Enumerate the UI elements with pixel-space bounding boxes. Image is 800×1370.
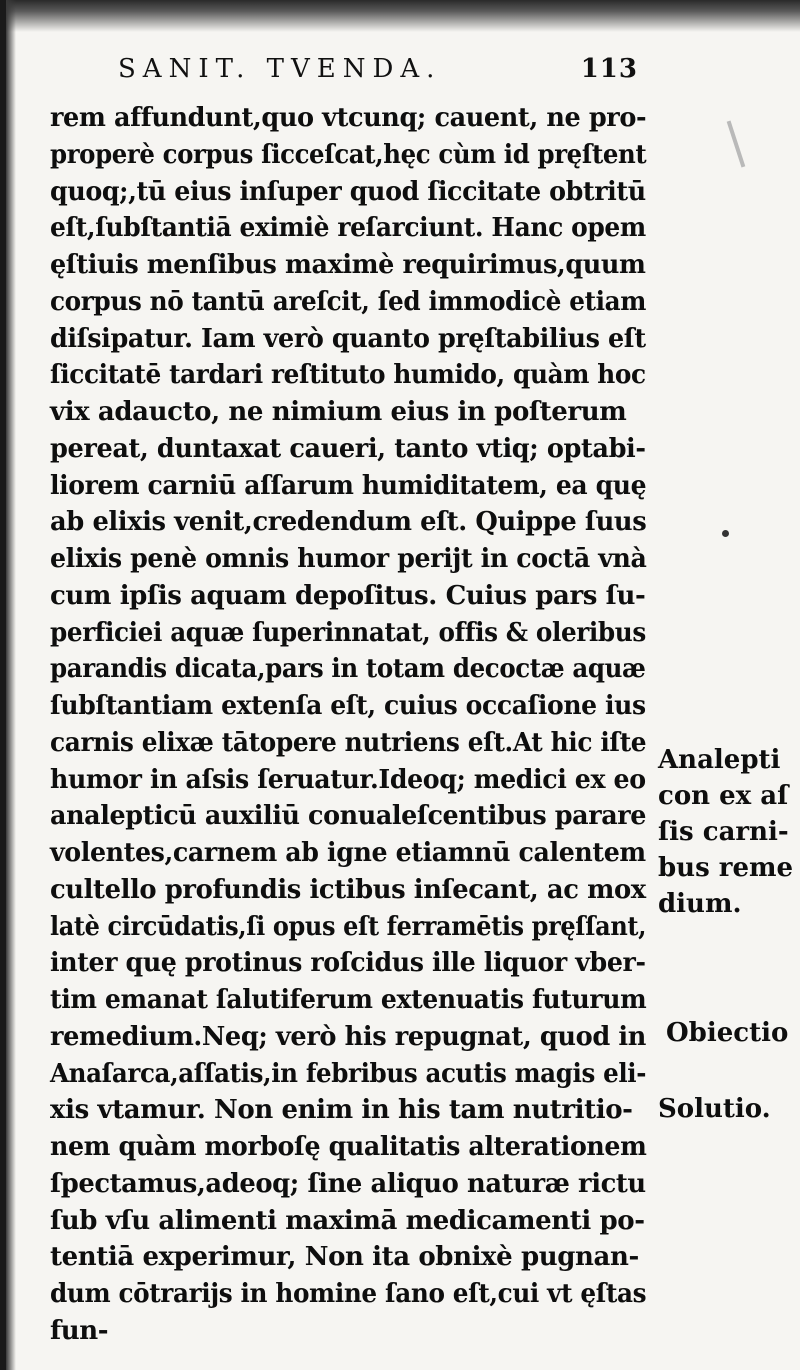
page-gutter-shadow	[6, 0, 16, 1370]
text-line: vix adaucto, ne nimium eius in poſterum	[50, 397, 627, 427]
text-line: tim emanat ſalutiferum extenuatis futurum	[50, 985, 647, 1015]
margin-note-obiectio: Obiectio	[666, 1018, 789, 1048]
text-line: dum cōtrarijs in homine ſano eſt,cui vt ęſtas	[50, 1279, 647, 1309]
text-line: volentes,carnem ab igne etiamnū calentem	[50, 838, 646, 868]
body-text	[50, 100, 650, 1350]
ink-dot	[722, 530, 729, 537]
text-line: rem affundunt,quo vtcunq; cauent, ne pro-	[50, 103, 647, 133]
text-line: parandis dicata,pars in totam decoctæ aquæ	[50, 654, 646, 685]
margin-note-line: bus reme	[658, 853, 794, 883]
text-line: inter quę protinus roſcidus ille liquor vber-	[50, 948, 646, 979]
text-line: ab elixis venit,credendum eſt. Quippe ſuus	[50, 507, 647, 538]
running-title: SANIT. TVENDA.	[118, 54, 442, 84]
text-line: diſsipatur. Iam verò quanto pręſtabilius eſt	[50, 323, 646, 354]
text-line: nem quàm morboſę qualitatis alterationem	[50, 1132, 647, 1162]
text-line: humor in aſsis ſeruatur.Ideoq; medici ex eo	[50, 764, 646, 795]
text-line: ſubſtantiam extenſa eſt, cuius occaſione ius	[50, 691, 646, 721]
text-line: ſpectamus,adeoq; ſine aliquo naturæ rictu	[50, 1168, 646, 1199]
text-line: elixis penè omnis humor perijt in coctā vnà	[50, 544, 647, 574]
text-line: tentiā experimur, Non ita obnixè pugnan-	[50, 1242, 639, 1273]
book-page	[6, 0, 800, 1370]
text-line: perficiei aquæ ſuperinnatat, offis & oleribus	[50, 617, 646, 648]
page-top-shadow	[6, 0, 800, 32]
text-line: pereat, duntaxat caueri, tanto vtiq; optabi-	[50, 433, 646, 464]
text-line: properè corpus ſicceſcat,hęc cùm id pręſtent	[50, 139, 647, 170]
text-line: quoq;,tū eius inſuper quod ſiccitate obtritū	[50, 176, 646, 207]
text-line: ſub vſu alimenti maximā medicamenti po-	[50, 1205, 645, 1236]
text-line: cultello profundis ictibus inſecant, ac mox	[50, 874, 646, 905]
text-line: carnis elixæ tātopere nutriens eſt.At hic iſte	[50, 727, 647, 758]
text-line: remedium.Neq; verò his repugnat, quod in	[50, 1021, 646, 1052]
margin-note-line: ſis carni-	[658, 817, 789, 847]
margin-note-analepti	[658, 742, 798, 922]
margin-note-solutio: Solutio.	[658, 1094, 771, 1124]
ink-mark	[727, 121, 746, 168]
margin-note-line: Analepti	[658, 745, 781, 775]
text-line: eſt,ſubſtantiā eximiè reſarciunt. Hanc opem	[50, 213, 646, 244]
text-line: analepticū auxiliū conualeſcentibus parare	[50, 801, 647, 832]
page-number: 113	[580, 54, 638, 84]
running-head	[118, 54, 638, 90]
text-line: corpus nō tantū areſcit, ſed immodicè etiam	[50, 286, 647, 317]
margin-note-line: con ex aſ	[658, 781, 789, 811]
margin-note-line: dium.	[658, 889, 742, 919]
text-line: cum ipſis aquam depoſitus. Cuius pars ſu-	[50, 580, 646, 611]
text-line: ęſtiuis menſibus maximè requirimus,quum	[50, 250, 646, 280]
text-line: ſiccitatē tardari reſtituto humido, quàm hoc	[50, 360, 646, 391]
text-line: fun-	[50, 1315, 109, 1346]
text-line: liorem carniū aſſarum humiditatem, ea quę	[50, 470, 647, 501]
text-line: xis vtamur. Non enim in his tam nutritio-	[50, 1095, 633, 1126]
text-line: Anaſarca,aſſatis,in febribus acutis magis eli-	[50, 1058, 647, 1089]
text-line: latè circūdatis,ſi opus eſt ferramētis pręſſant,	[50, 911, 647, 942]
